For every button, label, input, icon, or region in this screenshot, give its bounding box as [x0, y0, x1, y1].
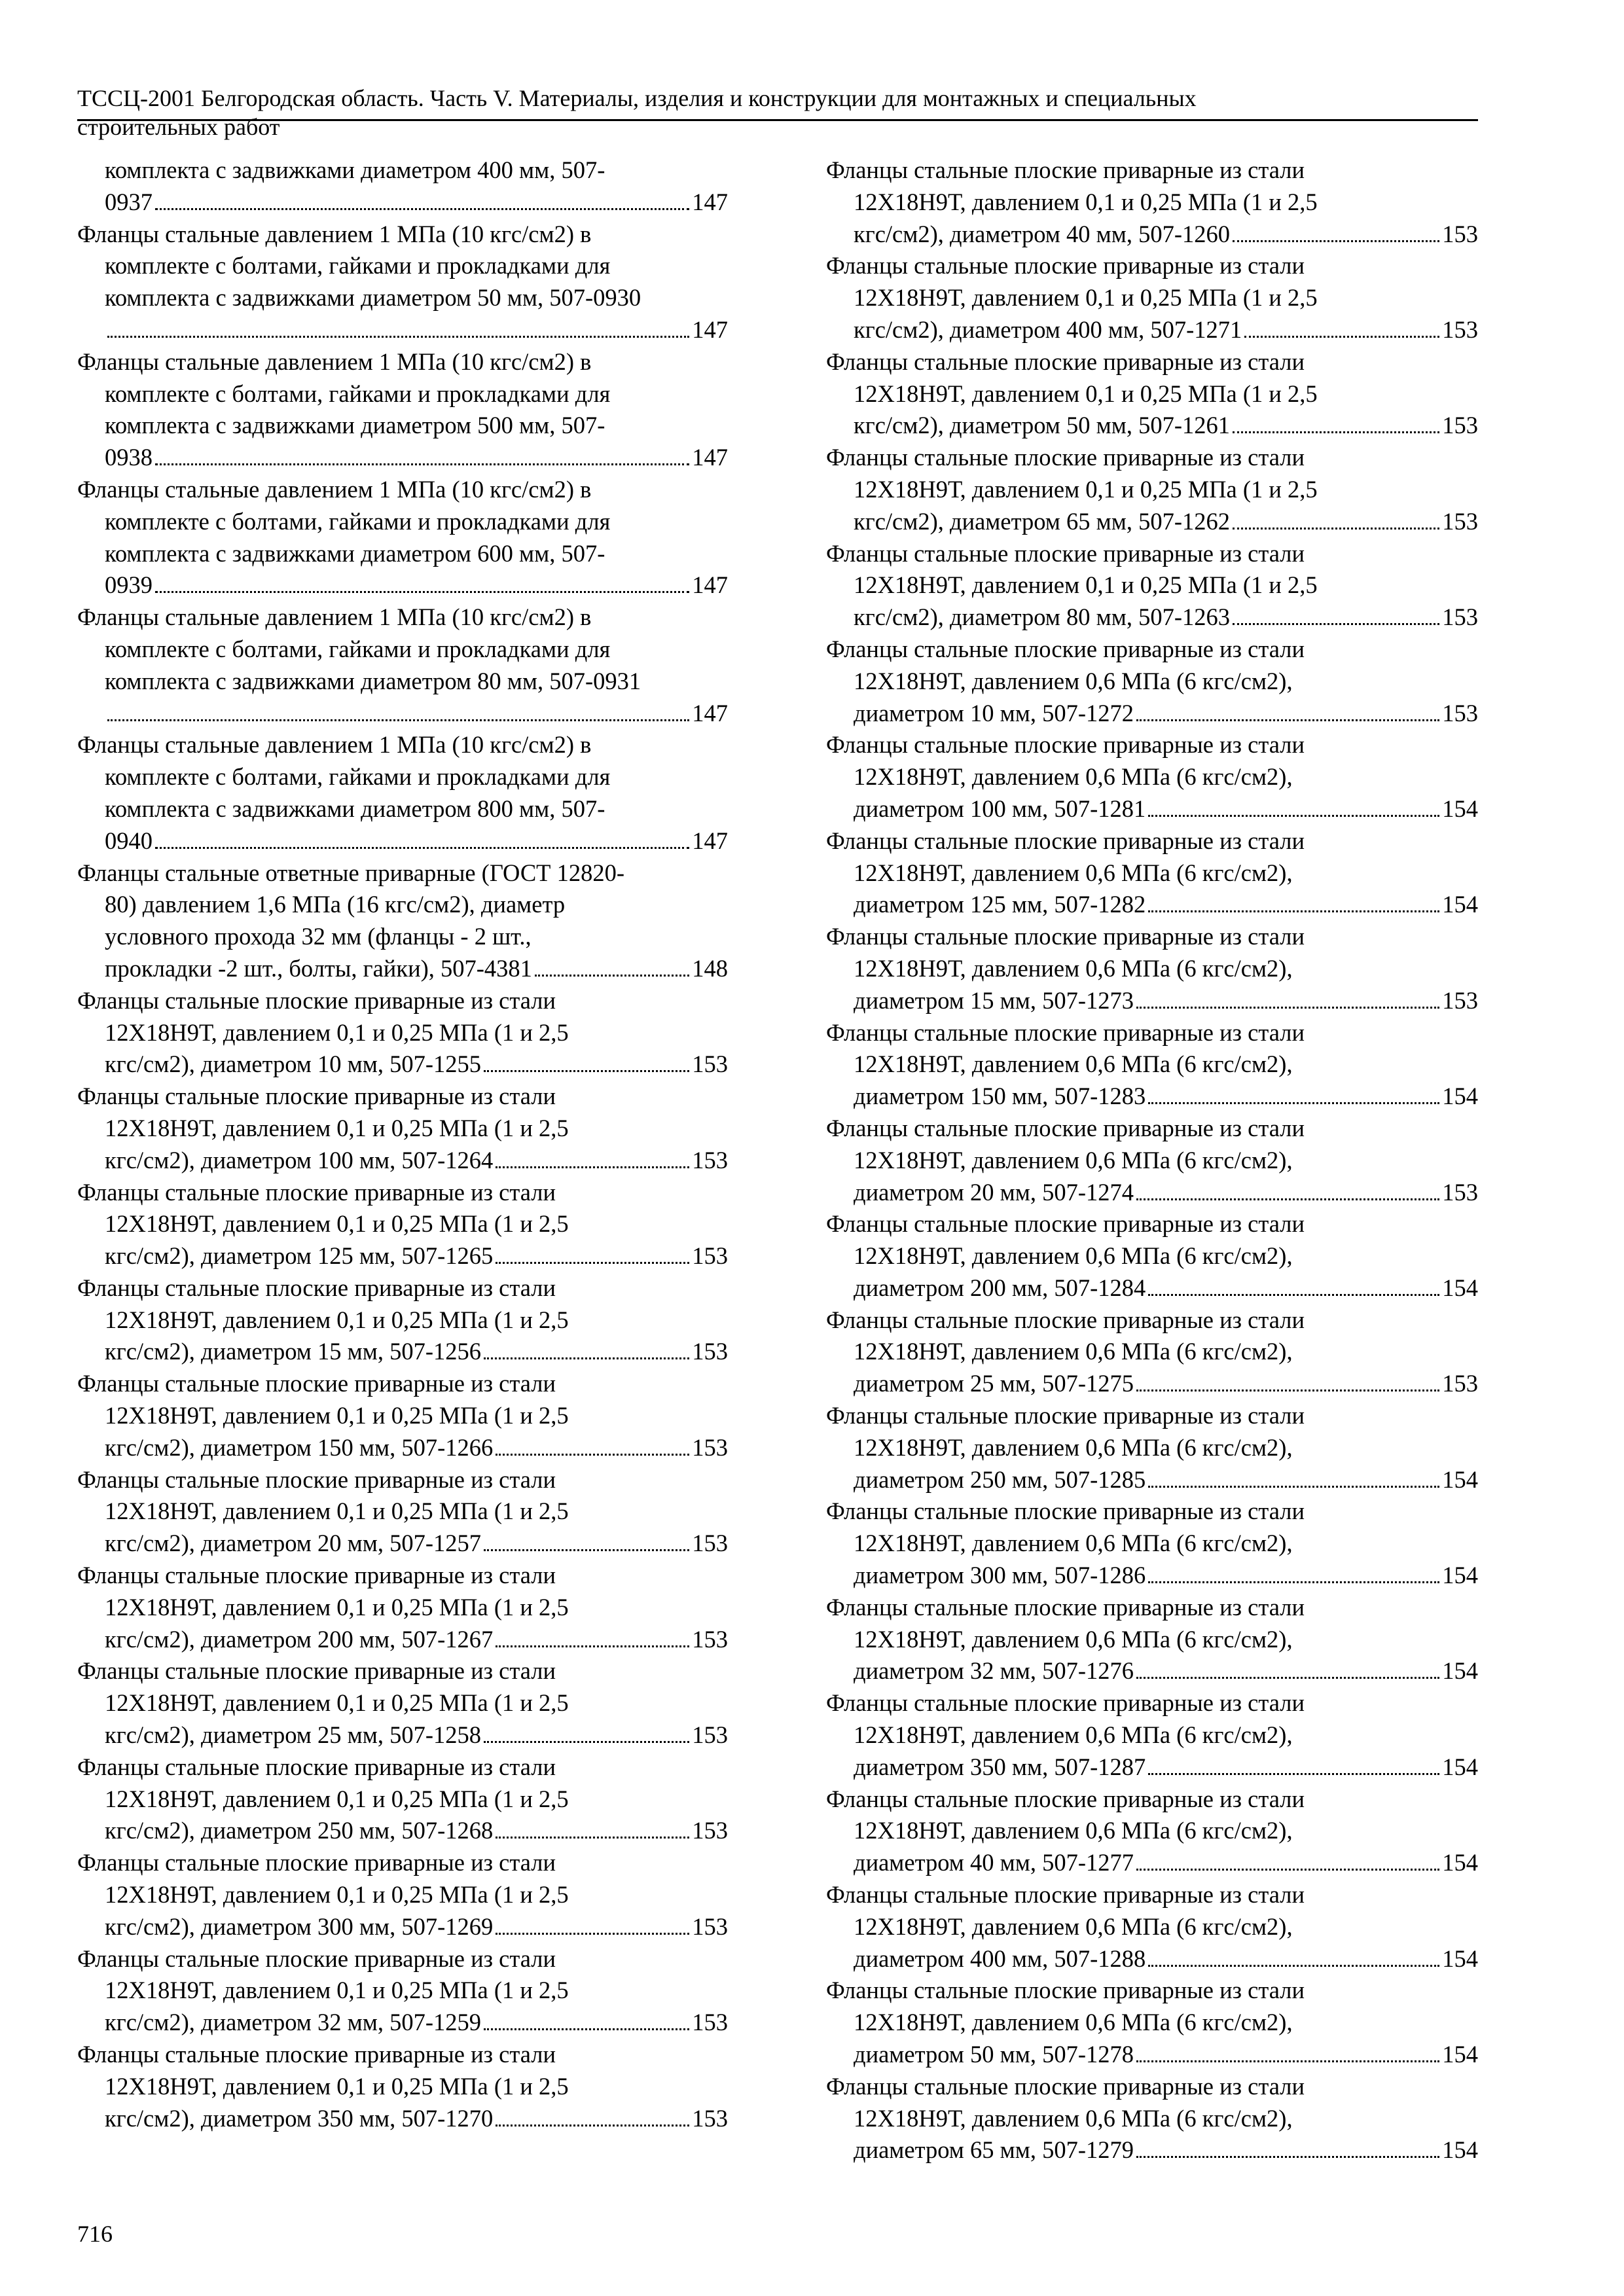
header-title-line1: ТССЦ-2001 Белгородская область. Часть V. Материалы, изделия и конструкции для монтажных и специальных — [77, 85, 1197, 111]
index-entry-line: Фланцы стальные плоские приварные из стали — [77, 1753, 556, 1780]
index-entry-line: 12Х18Н9Т, давлением 0,1 и 0,25 МПа (1 и 2,5 — [854, 284, 1318, 312]
index-entry-line: Фланцы стальные плоские приварные из стали — [77, 1657, 556, 1685]
index-entry-last-line: диаметром 400 мм, 507-1288 — [854, 1945, 1146, 1972]
index-entry — [77, 1177, 728, 1272]
page-reference: 154 — [1442, 1465, 1478, 1493]
dot-leader — [484, 1549, 689, 1551]
page-reference: 153 — [692, 1242, 728, 1270]
index-entry-line: Фланцы стальные давлением 1 МПа (10 кгс/см2) в — [77, 731, 592, 759]
index-entry-line: Фланцы стальные плоские приварные из стали — [77, 986, 556, 1014]
index-entry — [826, 729, 1478, 825]
index-entry-last-line: 0939 — [105, 571, 153, 599]
index-entry-leader-line — [105, 698, 728, 730]
page-reference: 147 — [692, 444, 728, 471]
header-title-line2: строительных работ — [77, 114, 280, 140]
page-reference: 153 — [692, 1625, 728, 1653]
index-entry — [77, 154, 728, 219]
index-entry-last-line: кгс/см2), диаметром 32 мм, 507-1259 — [105, 2009, 481, 2036]
dot-leader — [1136, 719, 1439, 721]
index-entry — [826, 1208, 1478, 1304]
index-entry-line: 12Х18Н9Т, давлением 0,6 МПа (6 кгс/см2), — [854, 1817, 1293, 1844]
page-reference: 154 — [1442, 1657, 1478, 1685]
index-entry-line: Фланцы стальные плоские приварные из стали — [826, 1881, 1305, 1909]
page-reference: 153 — [692, 1721, 728, 1749]
index-entry-leader-line — [854, 1943, 1478, 1975]
index-entry-line: комплекта с задвижками диаметром 800 мм, 507- — [105, 795, 605, 822]
index-entry-last-line: кгс/см2), диаметром 125 мм, 507-1265 — [105, 1242, 494, 1270]
index-entry-line: 12Х18Н9Т, давлением 0,1 и 0,25 МПа (1 и 2,5 — [854, 188, 1318, 215]
index-entry-line: 12Х18Н9Т, давлением 0,1 и 0,25 МПа (1 и 2,5 — [105, 1498, 569, 1525]
index-entry-line: Фланцы стальные плоские приварные из стали — [77, 1178, 556, 1206]
page-reference: 153 — [1442, 220, 1478, 247]
index-entry-last-line: кгс/см2), диаметром 300 мм, 507-1269 — [105, 1912, 494, 1940]
dot-leader — [107, 336, 689, 338]
index-entry — [77, 601, 728, 729]
index-entry-line: 12Х18Н9Т, давлением 0,6 МПа (6 кгс/см2), — [854, 763, 1293, 791]
page-reference: 154 — [1442, 891, 1478, 918]
dot-leader — [1233, 431, 1439, 433]
index-entry-leader-line — [854, 1368, 1478, 1400]
page-reference: 154 — [1442, 1945, 1478, 1972]
dot-leader — [107, 719, 689, 721]
index-entry-last-line: диаметром 40 мм, 507-1277 — [854, 1849, 1134, 1876]
index-entry-line: комплекте с болтами, гайками и прокладками для — [105, 380, 611, 407]
index-entry — [77, 985, 728, 1081]
index-entry-leader-line — [854, 601, 1478, 634]
index-entry-leader-line — [854, 1464, 1478, 1496]
page-reference: 153 — [1442, 699, 1478, 726]
index-entry — [826, 634, 1478, 729]
dot-leader — [155, 208, 689, 210]
index-entry — [826, 1879, 1478, 1975]
dot-leader — [1148, 1294, 1439, 1296]
index-entry-last-line: диаметром 125 мм, 507-1282 — [854, 891, 1146, 918]
index-entry-line: Фланцы стальные плоские приварные из стали — [826, 444, 1305, 471]
index-entry — [77, 1368, 728, 1463]
index-entry-line: 12Х18Н9Т, давлением 0,6 МПа (6 кгс/см2), — [854, 1242, 1293, 1270]
index-entry-last-line: диаметром 65 мм, 507-1279 — [854, 2136, 1134, 2164]
page-reference: 147 — [692, 571, 728, 599]
index-entry — [77, 1751, 728, 1847]
index-entry-last-line: диаметром 10 мм, 507-1272 — [854, 699, 1134, 726]
dot-leader — [1148, 815, 1439, 817]
page-reference: 153 — [692, 1817, 728, 1844]
page-reference: 147 — [692, 827, 728, 854]
index-entry-leader-line — [854, 1847, 1478, 1879]
index-entry-line: Фланцы стальные плоские приварные из стали — [826, 156, 1305, 183]
index-entry — [77, 1560, 728, 1655]
index-entry-last-line: кгс/см2), диаметром 40 мм, 507-1260 — [854, 220, 1230, 247]
index-entry-leader-line — [854, 1560, 1478, 1592]
index-entry — [826, 538, 1478, 634]
index-entry — [826, 921, 1478, 1016]
index-entry — [77, 1272, 728, 1368]
index-entry-line: Фланцы стальные плоские приварные из стали — [826, 1210, 1305, 1238]
index-entry-line: 12Х18Н9Т, давлением 0,1 и 0,25 МПа (1 и 2,5 — [105, 1593, 569, 1621]
index-entry-last-line: прокладки -2 шт., болты, гайки), 507-4381 — [105, 954, 532, 982]
index-entry — [77, 1943, 728, 2039]
page-reference: 148 — [692, 954, 728, 982]
index-column-left — [77, 154, 728, 2134]
index-entry-line: комплекта с задвижками диаметром 50 мм, 507-0930 — [105, 284, 641, 312]
index-entry-leader-line — [854, 985, 1478, 1017]
index-entry-last-line: кгс/см2), диаметром 350 мм, 507-1270 — [105, 2104, 494, 2132]
dot-leader — [1136, 1390, 1439, 1391]
page-reference: 154 — [1442, 1562, 1478, 1589]
index-entry-line: условного прохода 32 мм (фланцы - 2 шт., — [105, 923, 532, 950]
index-entry-line: 12Х18Н9Т, давлением 0,1 и 0,25 МПа (1 и 2,5 — [854, 380, 1318, 407]
dot-leader — [1136, 2156, 1439, 2158]
page-reference: 154 — [1442, 2136, 1478, 2164]
index-entry — [826, 1975, 1478, 2070]
index-entry-line: Фланцы стальные плоские приварные из стали — [826, 348, 1305, 375]
index-entry-line: 12Х18Н9Т, давлением 0,6 МПа (6 кгс/см2), — [854, 2009, 1293, 2036]
index-entry-line: Фланцы стальные плоские приварные из стали — [77, 1849, 556, 1876]
index-entry-last-line: диаметром 50 мм, 507-1278 — [854, 2041, 1134, 2068]
header-rule — [77, 119, 1478, 121]
index-entry-leader-line — [105, 187, 728, 219]
dot-leader — [1136, 1007, 1439, 1009]
index-entry-leader-line — [105, 1432, 728, 1464]
dot-leader — [1148, 910, 1439, 912]
dot-leader — [535, 975, 689, 977]
index-entry-line: 12Х18Н9Т, давлением 0,1 и 0,25 МПа (1 и 2,5 — [854, 475, 1318, 503]
index-entry — [826, 1304, 1478, 1400]
index-entry-last-line: диаметром 32 мм, 507-1276 — [854, 1657, 1134, 1685]
index-entry-last-line: кгс/см2), диаметром 20 мм, 507-1257 — [105, 1530, 481, 1557]
dot-leader — [1136, 1677, 1439, 1679]
index-entry-leader-line — [854, 410, 1478, 442]
page-reference: 153 — [1442, 315, 1478, 343]
index-entry-line: комплекта с задвижками диаметром 400 мм, 507- — [105, 156, 605, 183]
index-entry — [77, 857, 728, 985]
index-entry-leader-line — [105, 1815, 728, 1847]
dot-leader — [1148, 1581, 1439, 1583]
index-entry-leader-line — [105, 1049, 728, 1081]
index-entry-line: 12Х18Н9Т, давлением 0,6 МПа (6 кгс/см2), — [854, 667, 1293, 694]
index-entry-leader-line — [105, 569, 728, 601]
index-entry-line: 12Х18Н9Т, давлением 0,6 МПа (6 кгс/см2), — [854, 1625, 1293, 1653]
index-entry-line: Фланцы стальные давлением 1 МПа (10 кгс/см2) в — [77, 348, 592, 375]
index-entry-last-line: диаметром 15 мм, 507-1273 — [854, 986, 1134, 1014]
index-entry-line: 12Х18Н9Т, давлением 0,1 и 0,25 МПа (1 и 2,5 — [105, 1689, 569, 1717]
index-entry-last-line: диаметром 300 мм, 507-1286 — [854, 1562, 1146, 1589]
index-entry-line: Фланцы стальные плоские приварные из стали — [826, 1114, 1305, 1141]
dot-leader — [1136, 1869, 1439, 1871]
index-entry-line: комплекта с задвижками диаметром 600 мм, 507- — [105, 539, 605, 567]
index-entry-line: 12Х18Н9Т, давлением 0,6 МПа (6 кгс/см2), — [854, 1912, 1293, 1940]
index-entry-last-line: кгс/см2), диаметром 400 мм, 507-1271 — [854, 315, 1242, 343]
index-entry-leader-line — [854, 2134, 1478, 2166]
index-entry-line: 12Х18Н9Т, давлением 0,6 МПа (6 кгс/см2), — [854, 1338, 1293, 1365]
index-entry-last-line: кгс/см2), диаметром 250 мм, 507-1268 — [105, 1817, 494, 1844]
page-reference: 153 — [692, 1433, 728, 1461]
dot-leader — [496, 1166, 689, 1168]
index-entry-last-line: кгс/см2), диаметром 25 мм, 507-1258 — [105, 1721, 481, 1749]
index-entry-line: 12Х18Н9Т, давлением 0,1 и 0,25 МПа (1 и 2,5 — [105, 1018, 569, 1046]
index-entry-leader-line — [854, 2039, 1478, 2071]
index-entry-line: Фланцы стальные плоские приварные из стали — [77, 2041, 556, 2068]
index-entry — [77, 729, 728, 857]
dot-leader — [155, 847, 689, 849]
index-entry-line: Фланцы стальные плоские приварные из стали — [77, 1945, 556, 1972]
index-entry-leader-line — [854, 1751, 1478, 1784]
index-entry — [77, 2039, 728, 2134]
index-entry-line: 80) давлением 1,6 МПа (16 кгс/см2), диаметр — [105, 891, 566, 918]
index-entry-leader-line — [105, 2007, 728, 2039]
index-entry-last-line: кгс/см2), диаметром 100 мм, 507-1264 — [105, 1146, 494, 1174]
dot-leader — [484, 1741, 689, 1743]
dot-leader — [1244, 336, 1439, 338]
dot-leader — [1148, 1965, 1439, 1967]
index-entry-leader-line — [105, 953, 728, 985]
index-entry-last-line: диаметром 350 мм, 507-1287 — [854, 1753, 1146, 1780]
index-entry-leader-line — [105, 442, 728, 474]
index-entry-line: 12Х18Н9Т, давлением 0,6 МПа (6 кгс/см2), — [854, 859, 1293, 886]
dot-leader — [1136, 2060, 1439, 2062]
dot-leader — [155, 591, 689, 593]
page-reference: 147 — [692, 188, 728, 215]
index-entry-last-line: диаметром 150 мм, 507-1283 — [854, 1083, 1146, 1110]
index-entry-line: комплекте с болтами, гайками и прокладками для — [105, 507, 611, 535]
index-entry-last-line: кгс/см2), диаметром 150 мм, 507-1266 — [105, 1433, 494, 1461]
page-number: 716 — [77, 2221, 113, 2247]
page-reference: 153 — [692, 2009, 728, 2036]
index-entry-line: Фланцы стальные плоские приварные из стали — [826, 2072, 1305, 2100]
index-entry-line: 12Х18Н9Т, давлением 0,1 и 0,25 МПа (1 и 2,5 — [105, 1210, 569, 1238]
index-entry-line: 12Х18Н9Т, давлением 0,6 МПа (6 кгс/см2), — [854, 954, 1293, 982]
index-entry-line: 12Х18Н9Т, давлением 0,1 и 0,25 МПа (1 и 2,5 — [105, 1785, 569, 1812]
index-entry-leader-line — [105, 1145, 728, 1177]
index-entry-last-line: кгс/см2), диаметром 80 мм, 507-1263 — [854, 603, 1230, 631]
index-entry — [77, 474, 728, 601]
page-reference: 154 — [1442, 1753, 1478, 1780]
dot-leader — [496, 1262, 689, 1264]
index-entry-line: Фланцы стальные плоские приварные из стали — [826, 635, 1305, 662]
index-entry — [77, 1655, 728, 1751]
index-entry-leader-line — [854, 314, 1478, 346]
index-entry-last-line: кгс/см2), диаметром 50 мм, 507-1261 — [854, 412, 1230, 439]
index-entry-leader-line — [854, 219, 1478, 251]
page-reference: 154 — [1442, 795, 1478, 822]
page-reference: 154 — [1442, 1849, 1478, 1876]
page-reference: 153 — [692, 1338, 728, 1365]
index-entry — [826, 1113, 1478, 1208]
index-entry — [826, 250, 1478, 346]
index-entry-line: Фланцы стальные плоские приварные из стали — [826, 539, 1305, 567]
index-entry-leader-line — [854, 1081, 1478, 1113]
index-entry-last-line: 0938 — [105, 444, 153, 471]
index-entry-line: Фланцы стальные плоские приварные из стали — [826, 731, 1305, 759]
index-entry — [77, 219, 728, 346]
index-entry — [826, 825, 1478, 921]
index-entry-line: Фланцы стальные плоские приварные из стали — [826, 1306, 1305, 1333]
dot-leader — [484, 2028, 689, 2030]
index-entry-leader-line — [105, 1719, 728, 1751]
dot-leader — [1233, 623, 1439, 625]
index-entry — [826, 346, 1478, 442]
index-entry-line: Фланцы стальные плоские приварные из стали — [826, 1785, 1305, 1812]
index-entry — [826, 1592, 1478, 1687]
index-entry-line: Фланцы стальные давлением 1 МПа (10 кгс/см2) в — [77, 475, 592, 503]
dot-leader — [1233, 528, 1439, 529]
index-entry-leader-line — [105, 1911, 728, 1943]
index-entry-line: Фланцы стальные плоские приварные из стали — [826, 1498, 1305, 1525]
page-header — [77, 84, 1478, 141]
index-entry-line: Фланцы стальные плоские приварные из стали — [826, 1977, 1305, 2004]
index-entry-leader-line — [105, 314, 728, 346]
index-entry-line: 12Х18Н9Т, давлением 0,6 МПа (6 кгс/см2), — [854, 1146, 1293, 1174]
index-entry-line: комплекта с задвижками диаметром 500 мм, 507- — [105, 412, 605, 439]
index-entry-line: Фланцы стальные плоские приварные из стали — [826, 1689, 1305, 1717]
index-entry-line: Фланцы стальные ответные приварные (ГОСТ 12820- — [77, 859, 625, 886]
index-entry — [826, 1687, 1478, 1783]
index-entry-line: 12Х18Н9Т, давлением 0,1 и 0,25 МПа (1 и 2,5 — [105, 1114, 569, 1141]
page-reference: 153 — [1442, 412, 1478, 439]
index-entry-last-line: диаметром 25 мм, 507-1275 — [854, 1370, 1134, 1397]
index-entry-leader-line — [105, 1624, 728, 1656]
page-reference: 147 — [692, 315, 728, 343]
index-entry-line: Фланцы стальные плоские приварные из стали — [77, 1562, 556, 1589]
index-entry-line: Фланцы стальные давлением 1 МПа (10 кгс/см2) в — [77, 220, 592, 247]
index-entry-line: 12Х18Н9Т, давлением 0,6 МПа (6 кгс/см2), — [854, 1721, 1293, 1749]
dot-leader — [496, 1933, 689, 1935]
index-entry-line: Фланцы стальные плоские приварные из стали — [77, 1370, 556, 1397]
index-entry-line: Фланцы стальные плоские приварные из стали — [826, 1018, 1305, 1046]
index-column-right — [826, 154, 1478, 2166]
page-reference: 153 — [1442, 507, 1478, 535]
index-entry-leader-line — [854, 793, 1478, 825]
dot-leader — [1148, 1486, 1439, 1488]
page-reference: 153 — [1442, 1370, 1478, 1397]
index-entry-line: Фланцы стальные плоские приварные из стали — [826, 1593, 1305, 1621]
index-entry-leader-line — [105, 1240, 728, 1272]
dot-leader — [496, 1837, 689, 1839]
page-reference: 153 — [692, 1146, 728, 1174]
index-entry-line: Фланцы стальные давлением 1 МПа (10 кгс/см2) в — [77, 603, 592, 631]
index-entry-line: 12Х18Н9Т, давлением 0,6 МПа (6 кгс/см2), — [854, 2104, 1293, 2132]
index-entry-leader-line — [105, 1528, 728, 1560]
page-reference: 153 — [1442, 603, 1478, 631]
page-reference: 153 — [1442, 1178, 1478, 1206]
index-entry-line: 12Х18Н9Т, давлением 0,6 МПа (6 кгс/см2), — [854, 1433, 1293, 1461]
index-entry-last-line: диаметром 250 мм, 507-1285 — [854, 1465, 1146, 1493]
index-entry-line: Фланцы стальные плоские приварные из стали — [77, 1083, 556, 1110]
index-entry-line: Фланцы стальные плоские приварные из стали — [77, 1274, 556, 1301]
index-entry-line: 12Х18Н9Т, давлением 0,6 МПа (6 кгс/см2), — [854, 1050, 1293, 1078]
page-reference: 154 — [1442, 1083, 1478, 1110]
page-reference: 147 — [692, 699, 728, 726]
page-reference: 154 — [1442, 2041, 1478, 2068]
index-entry — [77, 1847, 728, 1943]
dot-leader — [1233, 240, 1439, 242]
index-entry-line: Фланцы стальные плоские приварные из стали — [826, 923, 1305, 950]
index-entry-line: 12Х18Н9Т, давлением 0,1 и 0,25 МПа (1 и 2,5 — [105, 2072, 569, 2100]
index-entry-line: 12Х18Н9Т, давлением 0,1 и 0,25 МПа (1 и 2,5 — [105, 1977, 569, 2004]
index-entry — [826, 1017, 1478, 1113]
dot-leader — [155, 463, 689, 465]
dot-leader — [496, 1454, 689, 1456]
page-reference: 153 — [692, 1912, 728, 1940]
index-entry-line: комплекта с задвижками диаметром 80 мм, 507-0931 — [105, 667, 641, 694]
index-entry-line: 12Х18Н9Т, давлением 0,6 МПа (6 кгс/см2), — [854, 1530, 1293, 1557]
index-entry-line: Фланцы стальные плоские приварные из стали — [826, 827, 1305, 854]
dot-leader — [1136, 1198, 1439, 1200]
index-entry-last-line: 0937 — [105, 188, 153, 215]
page-reference: 153 — [692, 2104, 728, 2132]
page-reference: 153 — [692, 1530, 728, 1557]
index-entry — [826, 442, 1478, 537]
page-reference: 153 — [692, 1050, 728, 1078]
dot-leader — [496, 1645, 689, 1647]
index-entry-line: комплекте с болтами, гайками и прокладками для — [105, 635, 611, 662]
index-entry — [77, 1081, 728, 1176]
index-entry — [826, 1400, 1478, 1496]
index-entry-line: 12Х18Н9Т, давлением 0,1 и 0,25 МПа (1 и 2,5 — [105, 1881, 569, 1909]
page-reference: 154 — [1442, 1274, 1478, 1301]
dot-leader — [484, 1070, 689, 1072]
index-entry-last-line: диаметром 100 мм, 507-1281 — [854, 795, 1146, 822]
index-entry-line: комплекте с болтами, гайками и прокладками для — [105, 763, 611, 791]
index-entry-leader-line — [854, 506, 1478, 538]
index-entry-leader-line — [854, 1655, 1478, 1687]
dot-leader — [496, 2125, 689, 2126]
index-entry — [826, 1496, 1478, 1591]
index-entry-line: комплекте с болтами, гайками и прокладками для — [105, 252, 611, 279]
dot-leader — [484, 1357, 689, 1359]
index-entry-last-line: кгс/см2), диаметром 65 мм, 507-1262 — [854, 507, 1230, 535]
index-entry-line: 12Х18Н9Т, давлением 0,1 и 0,25 МПа (1 и 2,5 — [854, 571, 1318, 599]
index-entry-line: Фланцы стальные плоские приварные из стали — [826, 252, 1305, 279]
index-entry — [826, 1784, 1478, 1879]
index-entry-leader-line — [854, 698, 1478, 730]
index-entry — [77, 346, 728, 474]
index-entry-last-line: 0940 — [105, 827, 153, 854]
index-entry-line: 12Х18Н9Т, давлением 0,1 и 0,25 МПа (1 и 2,5 — [105, 1306, 569, 1333]
index-entry-last-line: кгс/см2), диаметром 15 мм, 507-1256 — [105, 1338, 481, 1365]
index-entry-leader-line — [854, 1272, 1478, 1304]
index-entry-last-line: кгс/см2), диаметром 10 мм, 507-1255 — [105, 1050, 481, 1078]
index-entry-leader-line — [105, 1336, 728, 1368]
page-reference: 153 — [1442, 986, 1478, 1014]
index-entry-leader-line — [854, 1177, 1478, 1209]
index-entry — [826, 154, 1478, 250]
index-entry-last-line: диаметром 200 мм, 507-1284 — [854, 1274, 1146, 1301]
index-entry-leader-line — [854, 889, 1478, 921]
index-entry-line: 12Х18Н9Т, давлением 0,1 и 0,25 МПа (1 и 2,5 — [105, 1402, 569, 1429]
index-entry-line: Фланцы стальные плоские приварные из стали — [826, 1402, 1305, 1429]
index-entry-leader-line — [105, 825, 728, 857]
index-entry — [826, 2071, 1478, 2166]
dot-leader — [1148, 1102, 1439, 1104]
dot-leader — [1148, 1773, 1439, 1775]
index-entry — [77, 1464, 728, 1560]
index-entry-last-line: кгс/см2), диаметром 200 мм, 507-1267 — [105, 1625, 494, 1653]
index-entry-last-line: диаметром 20 мм, 507-1274 — [854, 1178, 1134, 1206]
index-entry-line: Фланцы стальные плоские приварные из стали — [77, 1465, 556, 1493]
index-entry-leader-line — [105, 2103, 728, 2135]
